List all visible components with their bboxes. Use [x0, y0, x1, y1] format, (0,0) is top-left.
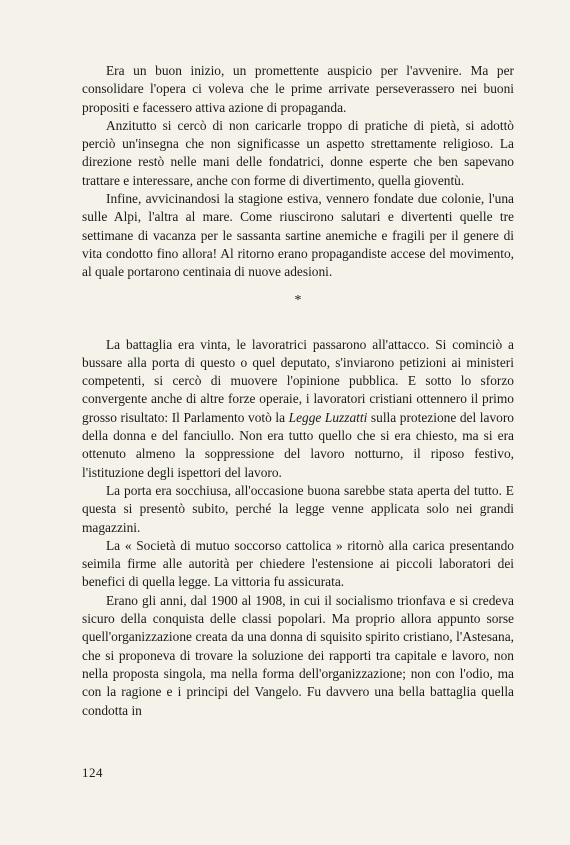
section-separator: *	[294, 292, 302, 308]
paragraph: Erano gli anni, dal 1900 al 1908, in cui il socialismo trionfava e si credeva sicuro della conquista delle classi popolari. Ma proprio allora appunto sorse quell'organizzazione creata da una donna di squisito spirito cristiano, l'Astesana, che si proponeva di trovare la soluzione dei rapporti tra capitale e lavoro, non nella proposta singola, ma nella forma dell'organizzazione; non con l'odio, ma con la ragione e i principi del Vangelo. Fu davvero una bella battaglia quella condotta in	[82, 592, 514, 718]
law-title: Legge Luzzatti	[288, 409, 368, 425]
page-number: 124	[82, 765, 103, 780]
paragraph: La « Società di mutuo soccorso cattolica » ritornò alla carica presentando seimila firme alle autorità per chiedere l'estensione ai piccoli laboratori dei benefici di quella legge. La vittoria fu assicurata.	[82, 537, 514, 590]
paragraph-text: La battaglia era vinta, le lavoratrici passarono all'attacco. Si cominciò a bussare alla porta di questo o quel deputato, s'inviarono petizioni ai ministeri competenti, si cercò di muovere l'opinione pubblica. E sotto lo sforzo convergente anche di altre forze operaie, i lavoratori cristiani ottennero il primo grosso risultato: Il Parlamento votò la	[82, 336, 514, 425]
paragraph: Anzitutto si cercò di non caricarle troppo di pratiche di pietà, si adottò perciò un'insegna che non significasse un aspetto strettamente religioso. La direzione restò nelle mani delle fondatrici, donne esperte che ben sapevano trattare e interessare, anche con forme di divertimento, quella gioventù.	[82, 117, 514, 188]
paragraph: Era un buon inizio, un promettente auspicio per l'avvenire. Ma per consolidare l'opera ci voleva che le prime arrivate perseverassero nei buoni propositi e facessero attiva azione di propaganda.	[82, 63, 514, 115]
paragraph-text: sulla protezione del lavoro della donna e del fanciullo. Non era tutto quello che si era chiesto, ma si era ottenuto almeno la soppressione del lavoro notturno, il riposo festivo, l'istituzione degli ispettori del lavoro.	[82, 409, 514, 480]
paragraph: La porta era socchiusa, all'occasione buona sarebbe stata aperta del tutto. E questa si presentò subito, perché la legge venne applicata solo nei grandi magazzini.	[82, 482, 514, 535]
paragraph: Infine, avvicinandosi la stagione estiva, vennero fondate due colonie, l'una sulle Alpi, l'altra al mare. Come riuscirono salutari e divertenti quelle tre settimane di vacanza per le sassanta sartine anemiche e fragili per il genere di vita condotto fino allora! Al ritorno erano propagandiste accese del movimento, al quale portarono centinaia di nuove adesioni.	[82, 191, 514, 280]
paragraph	[82, 336, 514, 482]
page-body	[82, 62, 514, 720]
